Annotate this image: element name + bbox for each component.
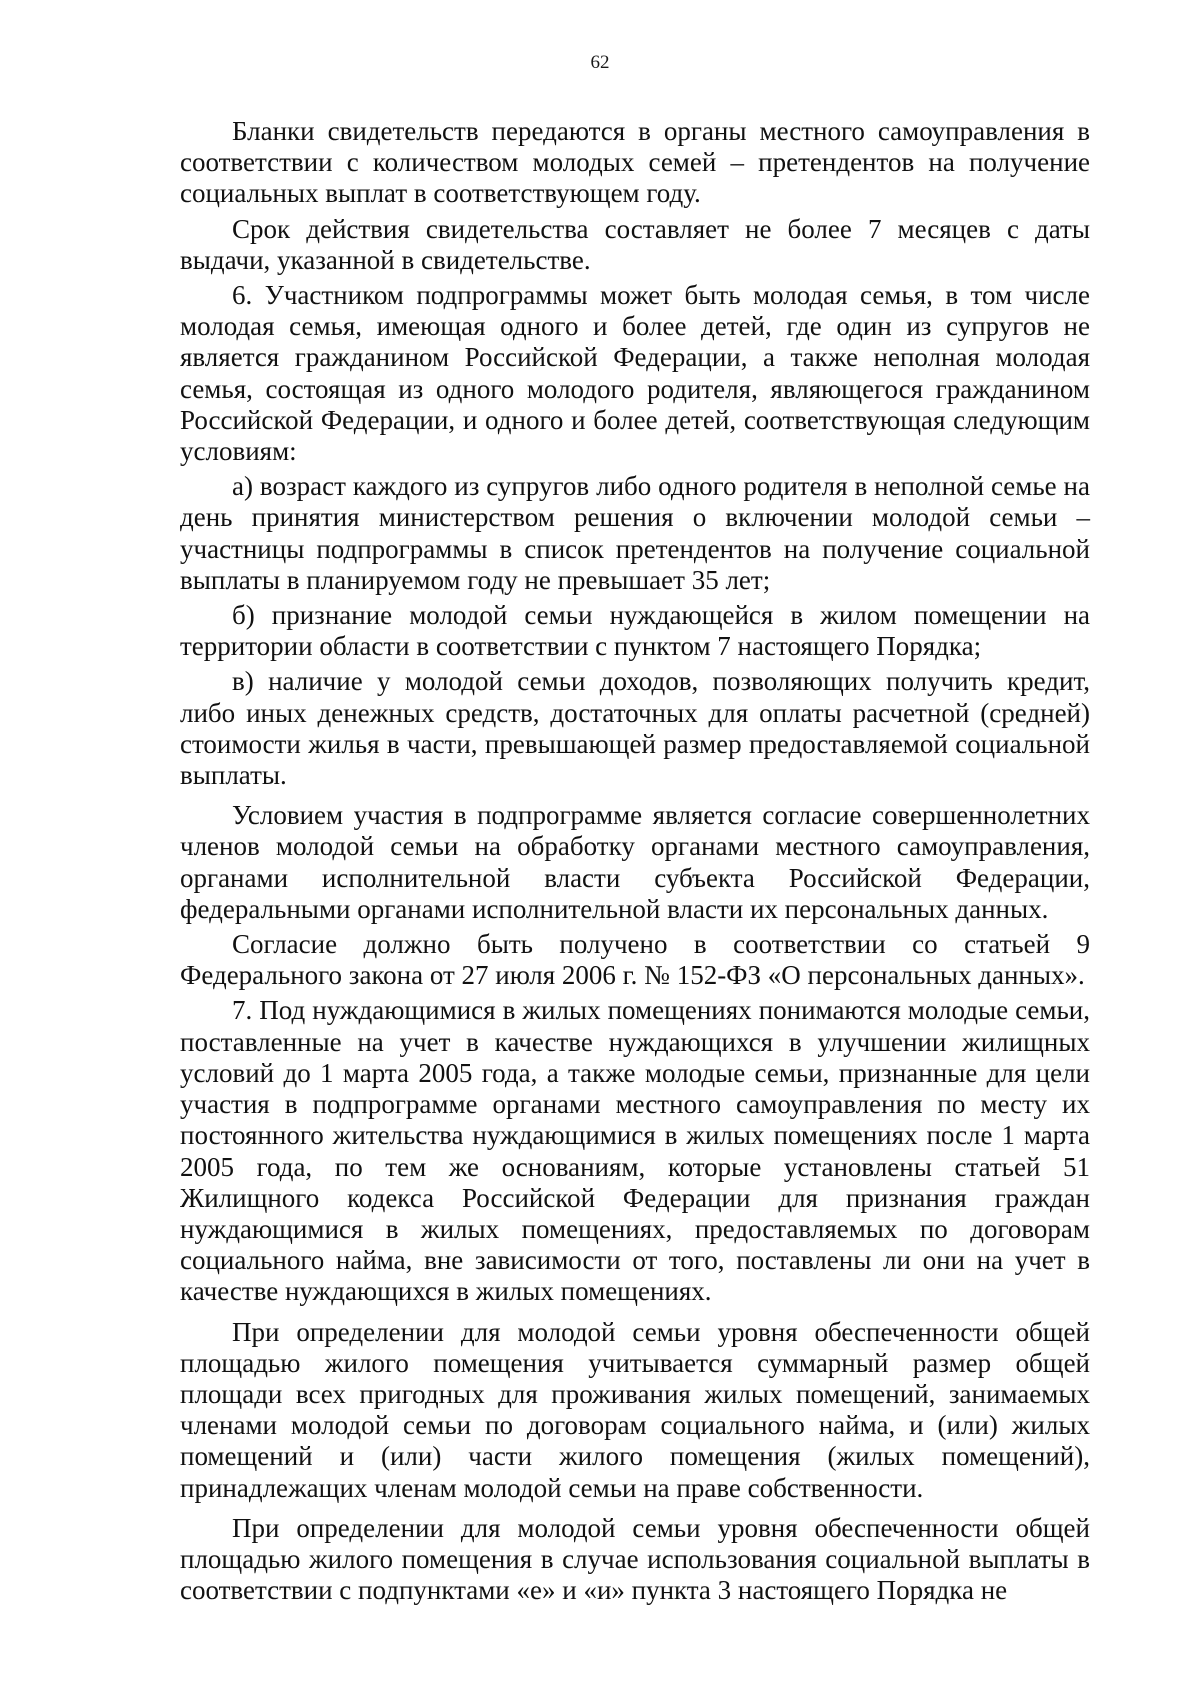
page-number: 62: [590, 52, 610, 73]
paragraph-area-calculation: При определении для молодой семьи уровня обеспеченности общей площадью жилого помещения учитывается суммарный размер общей площади всех пригодных для проживания жилых помещений, занимаемых членами молодой семьи по договорам социального найма, и (или) жилых помещений и (или) части жилого помещения (жилых помещений), принадлежащих членам молодой семьи на праве собственности.: [180, 1316, 1090, 1503]
paragraph-condition-c-income: в) наличие у молодой семьи доходов, позволяющих получить кредит, либо иных денежных средств, достаточных для оплаты расчетной (средней) стоимости жилья в части, превышающей размер предоставляемой социальной выплаты.: [180, 666, 1090, 791]
paragraph-condition-a-age: а) возраст каждого из супругов либо одного родителя в неполной семье на день принятия министерством решения о включении молодой семьи – участницы подпрограммы в список претендентов на получение социальной выплаты в планируемом году не превышает 35 лет;: [180, 471, 1090, 595]
paragraph-condition-b-need: б) признание молодой семьи нуждающейся в жилом помещении на территории области в соответствии с пунктом 7 настоящего Порядка;: [180, 600, 1090, 662]
paragraph-certificate-validity: Срок действия свидетельства составляет не более 7 месяцев с даты выдачи, указанной в свидетельстве.: [180, 213, 1090, 275]
paragraph-blanks-transfer: Бланки свидетельств передаются в органы местного самоуправления в соответствии с количеством молодых семей – претендентов на получение социальных выплат в соответствующем году.: [180, 116, 1090, 209]
paragraph-area-calculation-subsidy: При определении для молодой семьи уровня обеспеченности общей площадью жилого помещения в случае использования социальной выплаты в соответствии с подпунктами «е» и «и» пункта 3 настоящего Порядка не: [180, 1512, 1090, 1606]
paragraph-item-6-participant: 6. Участником подпрограммы может быть молодая семья, в том числе молодая семья, имеющая одного и более детей, где один из супругов не является гражданином Российской Федерации, а также неполная молодая семья, состоящая из одного молодого родителя, являющегося гражданином Российской Федерации, и одного и более детей, соответствующая следующим условиям:: [180, 280, 1090, 467]
document-body: [180, 116, 1090, 1606]
paragraph-consent-law: Согласие должно быть получено в соответствии со статьей 9 Федерального закона от 27 июля 2006 г. № 152-ФЗ «О персональных данных».: [180, 929, 1090, 991]
paragraph-item-7-need-definition: 7. Под нуждающимися в жилых помещениях понимаются молодые семьи, поставленные на учет в качестве нуждающихся в улучшении жилищных условий до 1 марта 2005 года, а также молодые семьи, признанные для цели участия в подпрограмме органами местного самоуправления по месту их постоянного жительства нуждающимися в жилых помещениях после 1 марта 2005 года, по тем же основаниям, которые установлены статьей 51 Жилищного кодекса Российской Федерации для признания граждан нуждающимися в жилых помещениях, предоставляемых по договорам социального найма, вне зависимости от того, поставлены ли они на учет в качестве нуждающихся в жилых помещениях.: [180, 995, 1090, 1307]
paragraph-consent-condition: Условием участия в подпрограмме является согласие совершеннолетних членов молодой семьи на обработку органами местного самоуправления, органами исполнительной власти субъекта Российской Федерации, федеральными органами исполнительной власти их персональных данных.: [180, 800, 1090, 924]
